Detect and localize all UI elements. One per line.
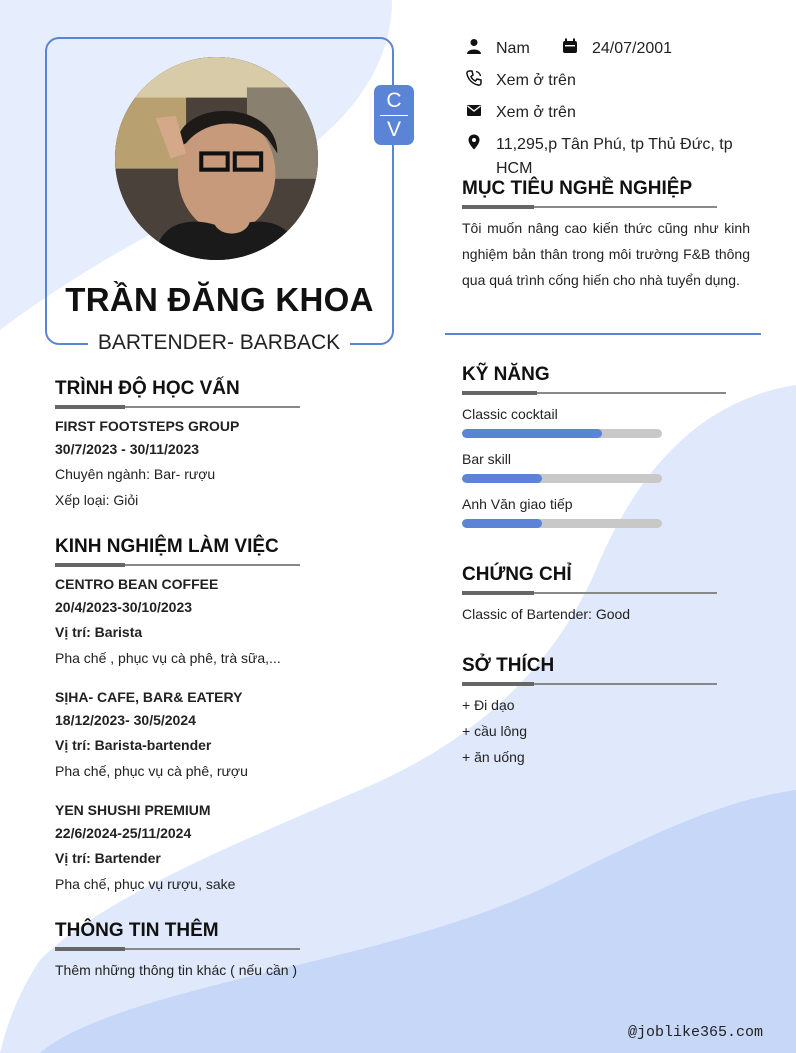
job-position: Vị trí: Bartender (55, 850, 161, 866)
education-title: TRÌNH ĐỘ HỌC VẤN (55, 378, 240, 399)
experience-title: KINH NGHIỆM LÀM VIỆC (55, 536, 279, 557)
gender-value: Nam (496, 40, 530, 57)
skill-name: Classic cocktail (462, 406, 558, 422)
contact-gender (466, 37, 530, 61)
job-company: CENTRO BEAN COFFEE (55, 576, 219, 592)
education-period: 30/7/2023 - 30/11/2023 (55, 441, 200, 457)
contact-birthday (562, 37, 672, 61)
hobby-item: + cầu lông (462, 723, 527, 739)
calendar-icon (562, 37, 578, 55)
address-value: 11,295,p Tân Phú, tp Thủ Đức, tp HCM (496, 136, 733, 177)
skill-level-fill (462, 474, 542, 483)
extra-info-title: THÔNG TIN THÊM (55, 920, 219, 941)
skills-rule (462, 392, 726, 394)
location-pin-icon (466, 133, 482, 151)
cv-badge-top: C (386, 89, 402, 112)
contact-phone (466, 69, 576, 93)
hobbies-title: SỞ THÍCH (462, 655, 555, 676)
skills-title: KỸ NĂNG (462, 364, 550, 385)
profile-photo (115, 57, 318, 260)
skill-level-fill (462, 429, 602, 438)
education-grade: Xếp loại: Giỏi (55, 492, 139, 508)
certificate-text: Classic of Bartender: Good (462, 606, 631, 622)
phone-value: Xem ở trên (496, 72, 576, 89)
job-position: Vị trí: Barista (55, 624, 143, 640)
job-position: Vị trí: Barista-bartender (55, 737, 212, 753)
certificates-rule (462, 592, 717, 594)
job-description: Pha chế, phục vụ rượu, sake (55, 876, 236, 892)
objective-title: MỤC TIÊU NGHỀ NGHIỆP (462, 178, 693, 199)
candidate-job-title: BARTENDER- BARBACK (88, 330, 350, 356)
job-company: SỊHA- CAFE, BAR& EATERY (55, 689, 243, 705)
education-major: Chuyên ngành: Bar- rượu (55, 466, 216, 482)
skill-name: Anh Văn giao tiếp (462, 496, 573, 512)
mail-icon (466, 101, 482, 119)
hobby-item: + ăn uống (462, 749, 525, 765)
skill-level-bar (462, 519, 662, 528)
job-period: 20/4/2023-30/10/2023 (55, 599, 193, 615)
contact-email (466, 101, 576, 125)
job-company: YEN SHUSHI PREMIUM (55, 802, 211, 818)
objective-rule (462, 206, 717, 208)
experience-rule (55, 564, 300, 566)
job-period: 22/6/2024-25/11/2024 (55, 825, 192, 841)
hobbies-rule (462, 683, 717, 685)
footer-watermark[interactable]: @joblike365.com (627, 1024, 763, 1041)
birthday-value: 24/07/2001 (592, 40, 673, 57)
contact-address (466, 133, 746, 181)
skill-name: Bar skill (462, 451, 512, 467)
education-rule (55, 406, 300, 408)
skill-level-bar (462, 429, 662, 438)
cv-badge (374, 85, 414, 145)
hobby-item: + Đi dạo (462, 697, 515, 713)
user-icon (466, 37, 482, 55)
job-period: 18/12/2023- 30/5/2024 (55, 712, 196, 728)
job-description: Pha chế, phục vụ cà phê, rượu (55, 763, 248, 779)
skill-level-bar (462, 474, 662, 483)
job-description: Pha chế , phục vụ cà phê, trà sữa,... (55, 650, 281, 666)
objective-text: Tôi muốn nâng cao kiến thức cũng như kinh nghiệm bản thân trong môi trường F&B thông qua quá trình cống hiến cho nhà tuyển dụng. (462, 220, 750, 288)
candidate-name: TRẦN ĐĂNG KHOA (65, 281, 374, 318)
section-divider (445, 333, 761, 335)
extra-info-rule (55, 948, 300, 950)
education-school: FIRST FOOTSTEPS GROUP (55, 418, 240, 434)
email-value: Xem ở trên (496, 104, 576, 121)
extra-info-text: Thêm những thông tin khác ( nếu cần ) (55, 962, 298, 978)
cv-badge-bottom: V (386, 118, 401, 141)
certificates-title: CHỨNG CHỈ (462, 564, 572, 585)
phone-icon (466, 69, 482, 87)
skill-level-fill (462, 519, 542, 528)
